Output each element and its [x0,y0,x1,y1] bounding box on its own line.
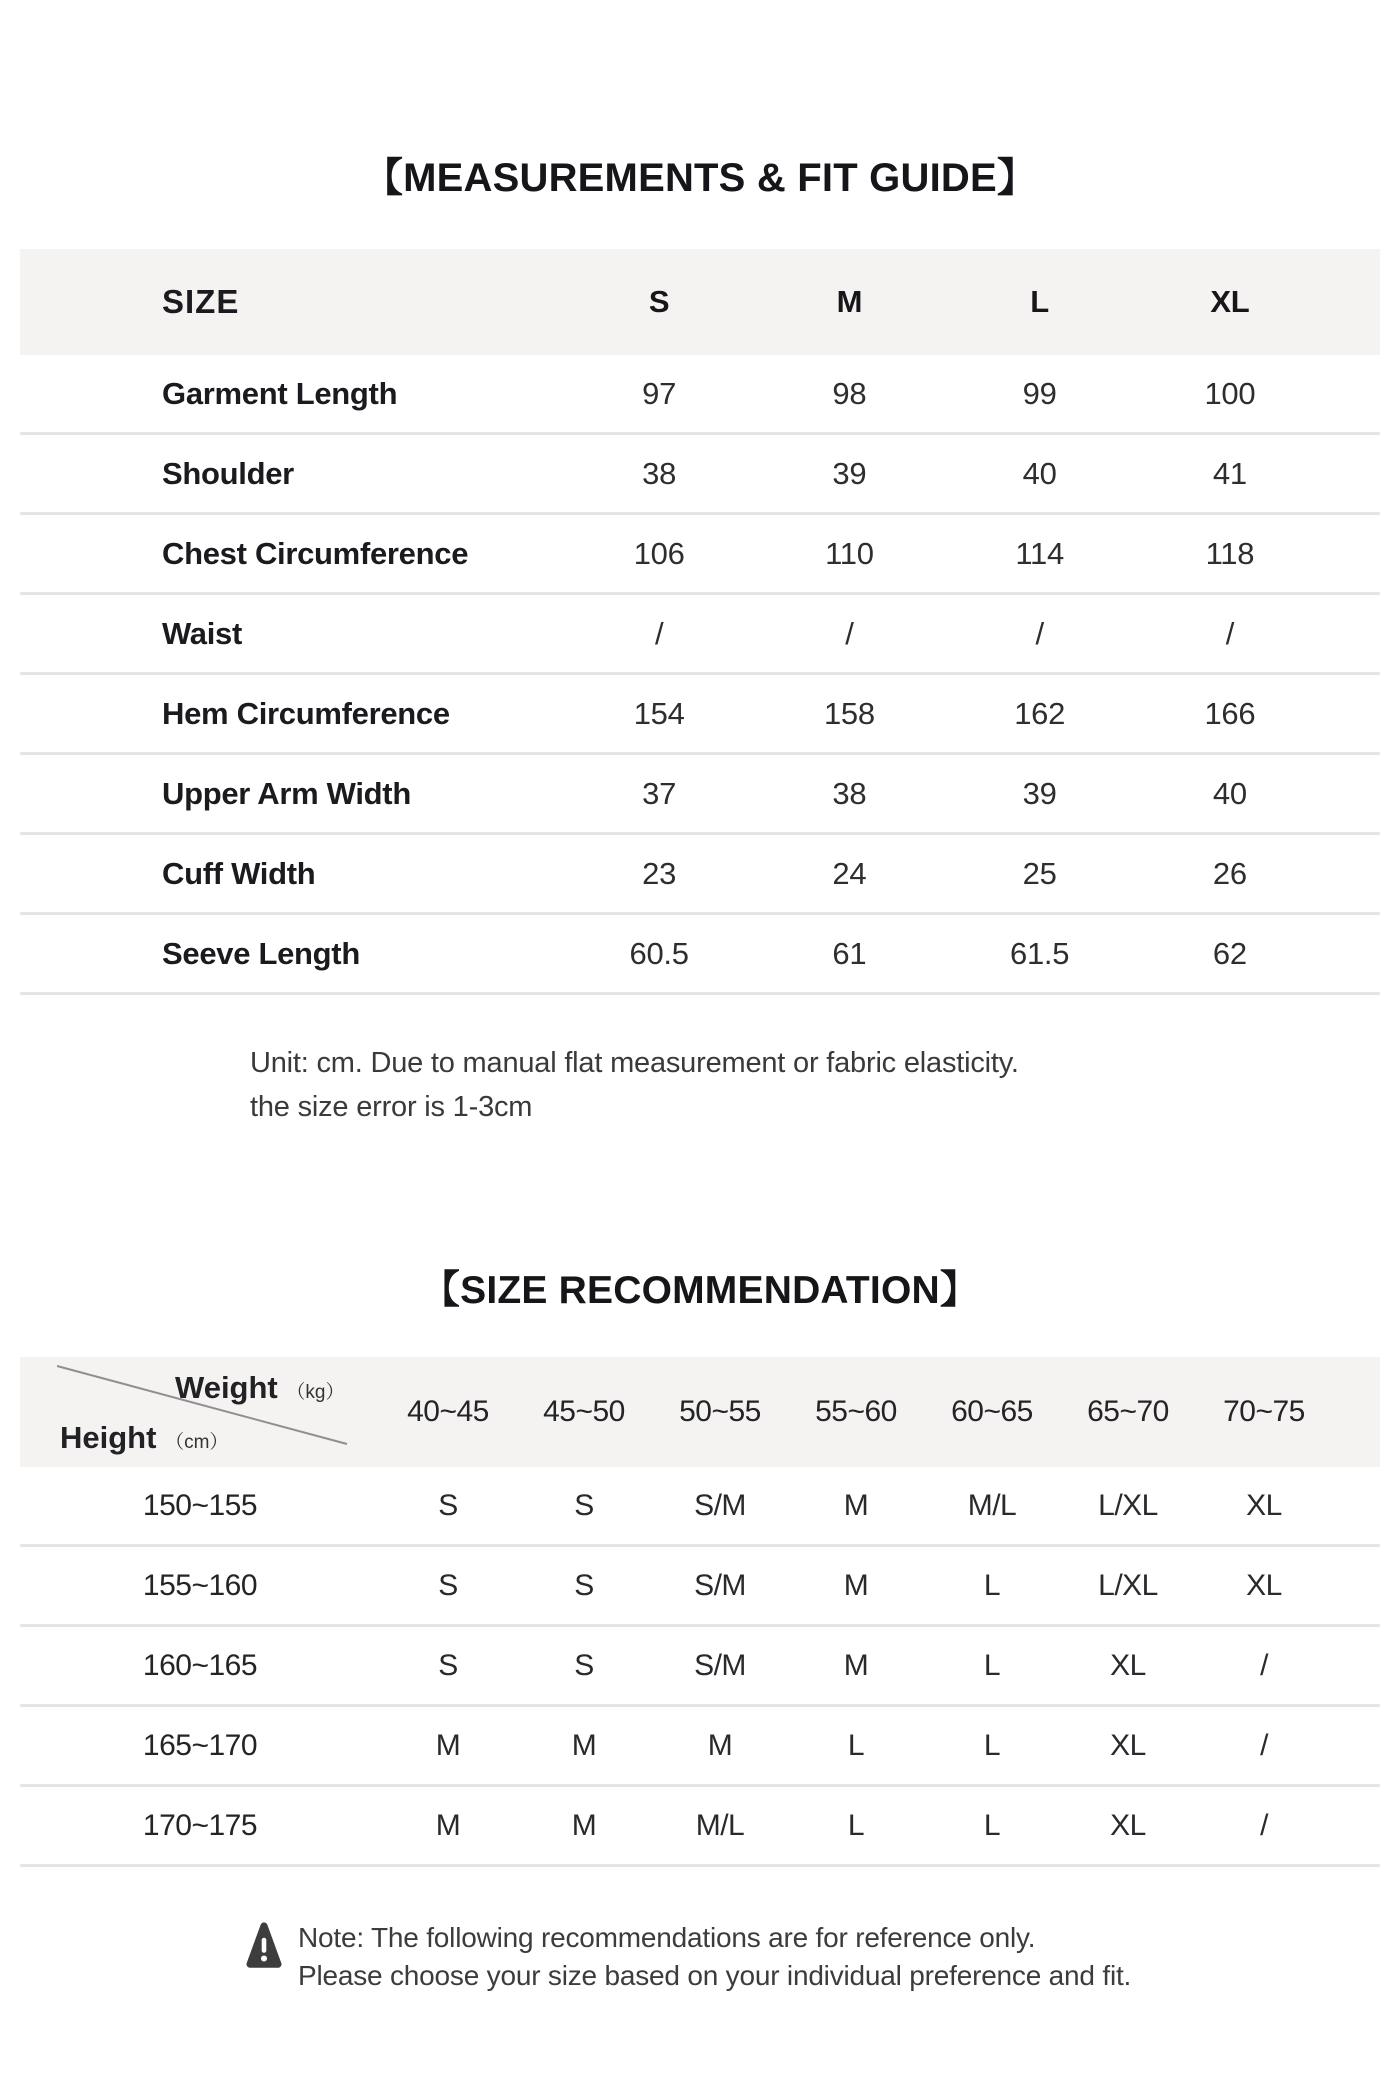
row-values [564,376,1380,412]
weight-col-header: 70~75 [1223,1395,1305,1428]
cell-value: / [654,615,664,651]
table-row-sleeve [20,915,1380,995]
weight-col-header: 40~45 [407,1395,489,1428]
table-row-chest [20,515,1380,595]
cell-value: 99 [1022,375,1057,411]
table-row-155-160 [20,1547,1380,1627]
cell-value: 61.5 [1010,935,1070,971]
row-label: Seeve Length [162,935,360,971]
cell-value: M [707,1728,733,1762]
cell-value: S [574,1648,594,1682]
measurements-title: 【MEASUREMENTS & FIT GUIDE】 [362,156,1038,200]
cell-value: S [574,1488,594,1522]
cell-value: 154 [633,695,685,731]
reference-note [246,1919,1400,1995]
row-values [380,1489,1380,1523]
recommendation-title: 【SIZE RECOMMENDATION】 [420,1269,980,1312]
note-line2: Please choose your size based on your individual preference and fit. [298,1960,1132,1991]
row-values [380,1729,1380,1763]
cell-value: 23 [642,855,677,891]
cell-value: M [571,1808,597,1842]
weight-unit-text: （kg） [286,1382,345,1403]
height-range-label: 170~175 [142,1808,258,1842]
row-values [380,1809,1380,1843]
note-line1: Note: The following recommendations are for reference only. [298,1922,1036,1953]
size-column-xl: XL [1210,284,1250,319]
size-column-s: S [648,284,670,319]
cell-value: XL [1246,1568,1282,1602]
cell-value: 38 [832,775,867,811]
cell-value: 118 [1205,535,1255,571]
table-row-165-170 [20,1707,1380,1787]
size-column-m: M [836,284,863,319]
row-values [380,1569,1380,1603]
cell-value: / [1225,615,1235,651]
table-row-150-155 [20,1467,1380,1547]
cell-value: 158 [823,695,875,731]
row-values [380,1649,1380,1683]
cell-value: / [1035,615,1044,651]
cell-value: S [438,1568,458,1602]
cell-value: 24 [832,855,867,891]
row-label: Upper Arm Width [162,775,411,811]
table-row-160-165 [20,1627,1380,1707]
cell-value: 39 [1022,775,1057,811]
cell-value: 40 [1022,455,1057,491]
cell-value: 166 [1204,695,1256,731]
unit-note [250,1041,1400,1129]
row-values [564,456,1380,492]
table-row-hem [20,675,1380,755]
cell-value: M [435,1728,461,1762]
weight-col-header: 55~60 [815,1395,897,1428]
cell-value: 61 [832,935,867,971]
cell-value: 39 [832,455,867,491]
height-range-label: 160~165 [142,1648,258,1682]
cell-value: / [1260,1648,1268,1682]
table-row-upper-arm [20,755,1380,835]
cell-value: L/XL [1098,1488,1158,1522]
cell-value: XL [1110,1648,1146,1682]
cell-value: 25 [1022,855,1057,891]
row-values [564,616,1380,652]
cell-value: S [438,1488,458,1522]
cell-value: 37 [642,775,677,811]
size-column-l: L [1030,284,1049,319]
weight-col-header: 45~50 [543,1395,625,1428]
cell-value: 97 [642,375,677,411]
row-values [564,696,1380,732]
size-recommendation-table [20,1357,1380,1867]
cell-value: L [983,1568,1001,1602]
cell-value: 38 [642,455,677,491]
cell-value: L [983,1808,1001,1842]
measurements-header-row [20,249,1380,355]
cell-value: XL [1110,1728,1146,1762]
cell-value: S/M [694,1488,746,1522]
size-header-label: SIZE [162,283,240,320]
row-label: Cuff Width [162,855,316,891]
cell-value: M [843,1648,869,1682]
cell-value: S/M [694,1568,746,1602]
unit-note-line1: Unit: cm. Due to manual flat measurement or fabric elasticity. [250,1047,1019,1079]
cell-value: L/XL [1098,1568,1158,1602]
cell-value: 114 [1015,535,1064,571]
row-label: Garment Length [162,375,398,411]
row-values [564,776,1380,812]
cell-value: S [574,1568,594,1602]
cell-value: XL [1110,1808,1146,1842]
weight-label-text: Weight [175,1370,278,1405]
weight-col-header: 60~65 [951,1395,1033,1428]
cell-value: L [983,1728,1001,1762]
table-row-garment-length [20,355,1380,435]
cell-value: L [983,1648,1001,1682]
size-header-columns [564,284,1380,320]
cell-value: S [438,1648,458,1682]
row-values [564,536,1380,572]
cell-value: 26 [1212,855,1247,891]
note-text [298,1919,1131,1995]
cell-value: 106 [633,535,685,571]
cell-value: 41 [1212,455,1247,491]
cell-value: 98 [832,375,867,411]
table-row-shoulder [20,435,1380,515]
height-label-text: Height [60,1420,157,1455]
cell-value: 110 [825,535,874,571]
measurements-table [20,249,1380,995]
row-label: Shoulder [162,455,294,491]
weight-axis-label [175,1370,344,1406]
height-axis-label [60,1420,228,1456]
cell-value: / [1260,1808,1268,1842]
row-label: Chest Circumference [162,535,469,571]
cell-value: L [847,1808,865,1842]
cell-value: M/L [967,1488,1017,1522]
height-range-label: 155~160 [142,1568,258,1602]
cell-value: / [845,615,854,651]
cell-value: L [847,1728,865,1762]
table-row-cuff [20,835,1380,915]
cell-value: M [571,1728,597,1762]
recommendation-header-row [20,1357,1380,1467]
unit-note-line2: the size error is 1-3cm [250,1091,533,1123]
height-unit-text: （cm） [165,1432,229,1453]
weight-column-headers [380,1357,1380,1467]
cell-value: 162 [1014,695,1066,731]
height-range-label: 150~155 [142,1488,258,1522]
cell-value: 100 [1204,375,1256,411]
row-label: Hem Circumference [162,695,450,731]
weight-col-header: 50~55 [679,1395,761,1428]
cell-value: XL [1246,1488,1282,1522]
cell-value: 40 [1212,775,1247,811]
row-label: Waist [162,615,243,651]
cell-value: M [843,1568,869,1602]
table-row-waist [20,595,1380,675]
height-range-label: 165~170 [142,1728,258,1762]
cell-value: 60.5 [629,935,689,971]
row-values [564,936,1380,972]
cell-value: S/M [694,1648,746,1682]
weight-height-corner-cell [20,1357,380,1467]
warning-triangle-icon [246,1921,282,1971]
cell-value: M [435,1808,461,1842]
cell-value: 62 [1212,935,1247,971]
weight-col-header: 65~70 [1087,1395,1169,1428]
cell-value: M/L [695,1808,745,1842]
cell-value: M [843,1488,869,1522]
row-values [564,856,1380,892]
table-row-170-175 [20,1787,1380,1867]
cell-value: / [1260,1728,1268,1762]
